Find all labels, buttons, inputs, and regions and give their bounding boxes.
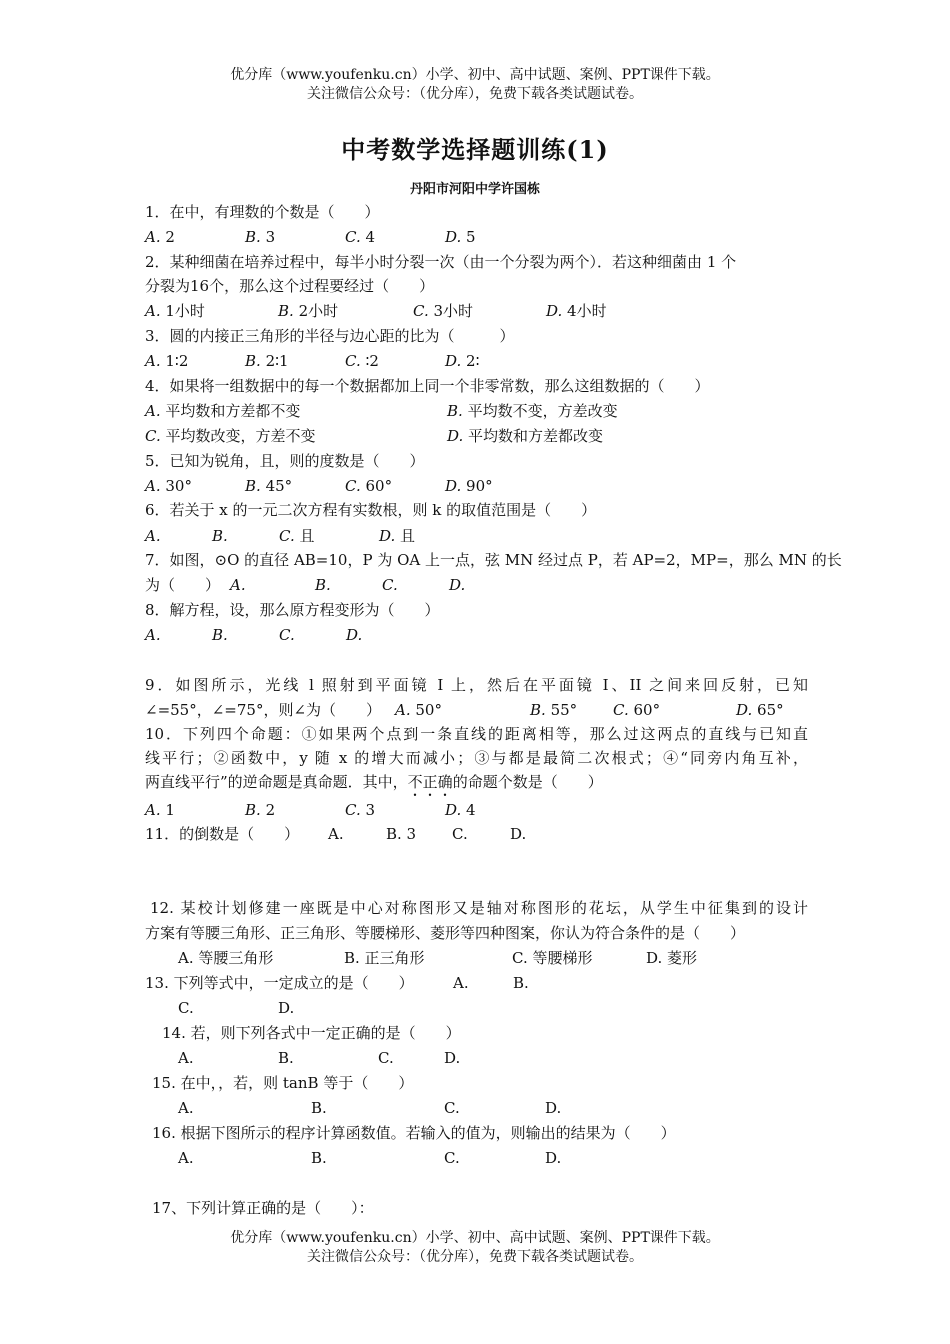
q11-option-d: D. [510, 825, 527, 843]
q12-options [178, 948, 697, 968]
q7-stem-line-1: 7．如图，⊙O 的直径 AB=10，P 为 OA 上一点，弦 MN 经过点 P，若 AP=2，MP=，那么 MN 的长 [145, 551, 842, 569]
q16-option-c: C. [444, 1149, 460, 1167]
q14-option-b: B. [278, 1049, 294, 1067]
q2-option-a: A. 1小时 [145, 302, 205, 320]
q4-options-row-2 [145, 426, 603, 446]
q16-option-a: A. [178, 1149, 194, 1167]
q5-stem: 5．已知为锐角，且，则的度数是（ ） [145, 452, 425, 470]
q1-option-b: B. 3 [245, 228, 276, 246]
q13-option-d: D. [278, 999, 295, 1017]
q10-option-a: A. 1 [145, 801, 175, 819]
q1-option-c: C. 4 [345, 228, 376, 246]
q11-option-c: C. [452, 825, 468, 843]
q15-option-c: C. [444, 1099, 460, 1117]
q2-option-c: C. 3小时 [413, 302, 474, 320]
q12-stem-line-1: 12. 某校计划修建一座既是中心对称图形又是轴对称图形的花坛，从学生中征集到的设计 [150, 899, 808, 917]
q15-option-a: A. [178, 1099, 194, 1117]
q10-stem-part-1: 两直线平行”的逆命题是真命题．其中， [145, 773, 408, 791]
q10-stem-line-1: 10．下列四个命题：①如果两个点到一条直线的距离相等，那么过这两点的直线与已知直 [145, 725, 808, 743]
q6-option-c: C. 且 [279, 527, 315, 545]
q10-option-c: C. 3 [345, 801, 376, 819]
q10-option-b: B. 2 [245, 801, 276, 819]
q3-options [145, 351, 479, 371]
q13-option-a: A. [453, 974, 469, 992]
q1-stem: 1．在中，有理数的个数是（ ） [145, 203, 380, 221]
q3-option-d: D. 2∶ [445, 352, 480, 370]
q15-option-b: B. [311, 1099, 327, 1117]
q5-option-b: B. 45° [245, 477, 293, 495]
q8-options [145, 625, 362, 645]
q10-stem-part-2: 的命题个数是（ ） [452, 773, 603, 791]
q3-stem: 3．圆的内接正三角形的半径与边心距的比为（ ） [145, 327, 515, 345]
q5-option-a: A. 30° [145, 477, 192, 495]
q2-option-b: B. 2小时 [278, 302, 339, 320]
q9-option-d: D. 65° [736, 701, 784, 719]
q4-option-c: C. 平均数改变，方差不变 [145, 427, 316, 445]
q16-stem: 16. 根据下图所示的程序计算函数值。若输入的值为，则输出的结果为（ ） [152, 1124, 676, 1142]
q6-option-b: B. [212, 527, 228, 545]
q1-option-a: A. 2 [145, 228, 175, 246]
q4-option-b: B. 平均数不变，方差改变 [447, 402, 618, 420]
q2-option-d: D. 4小时 [546, 302, 607, 320]
q14-option-c: C. [378, 1049, 394, 1067]
q4-option-a: A. 平均数和方差都不变 [145, 402, 301, 420]
q12-option-d: D. 菱形 [646, 949, 698, 967]
q9-option-c: C. 60° [613, 701, 661, 719]
q10-options [145, 800, 476, 820]
q13-options-row-2 [178, 998, 294, 1018]
q12-option-c: C. 等腰梯形 [512, 949, 593, 967]
q2-options [145, 301, 607, 321]
q15-stem: 15. 在中，，若，则 tanB 等于（ ） [152, 1074, 414, 1092]
q9-option-a: A. 50° [395, 701, 442, 719]
q11-line [145, 824, 526, 844]
q13-line [145, 973, 529, 993]
q10-emphasis-text: 不正确 [407, 773, 453, 791]
q7-option-a: A. [230, 576, 246, 594]
q13-option-c: C. [178, 999, 194, 1017]
q14-stem: 14. 若，则下列各式中一定正确的是（ ） [162, 1024, 461, 1042]
q1-option-d: D. 5 [445, 228, 476, 246]
q12-option-a: A. 等腰三角形 [178, 949, 274, 967]
q5-option-d: D. 90° [445, 477, 493, 495]
q12-option-b: B. 正三角形 [344, 949, 425, 967]
q4-stem: 4．如果将一组数据中的每一个数据都加上同一个非零常数，那么这组数据的（ ） [145, 377, 710, 395]
q9-stem-line-1: 9．如图所示，光线 l 照射到平面镜 I 上，然后在平面镜 I、II 之间来回反射，已知 [145, 676, 808, 694]
q3-option-a: A. 1∶2 [145, 352, 189, 370]
q11-stem: 11．的倒数是（ ） [145, 825, 300, 843]
q5-options [145, 476, 493, 496]
header-line-1: 优分库（www.youfenku.cn）小学、初中、高中试题、案例、PPT课件下载。 [230, 67, 720, 83]
q1-options [145, 227, 476, 247]
q2-stem-line-2: 分裂为16个，那么这个过程要经过（ ） [145, 277, 435, 295]
q6-options [145, 526, 415, 546]
q6-option-a: A. [145, 527, 161, 545]
footer-line-1: 优分库（www.youfenku.cn）小学、初中、高中试题、案例、PPT课件下载。 [230, 1230, 720, 1246]
q15-option-d: D. [545, 1099, 562, 1117]
q2-stem-line-1: 2．某种细菌在培养过程中，每半小时分裂一次（由一个分裂为两个）．若这种细菌由 1 个 [145, 253, 737, 271]
q7-option-b: B. [315, 576, 331, 594]
q10-option-d: D. 4 [445, 801, 476, 819]
q6-option-d: D. 且 [379, 527, 416, 545]
q4-option-d: D. 平均数和方差都改变 [447, 427, 604, 445]
q13-stem: 13. 下列等式中，一定成立的是（ ） [145, 974, 414, 992]
q8-stem: 8．解方程，设，那么原方程变形为（ ） [145, 601, 440, 619]
q8-option-c: C. [279, 626, 295, 644]
page-title: 中考数学选择题训练(1) [341, 135, 609, 164]
q7-option-d: D. [449, 576, 466, 594]
q16-option-b: B. [311, 1149, 327, 1167]
q13-option-b: B. [513, 974, 529, 992]
q8-option-d: D. [346, 626, 363, 644]
q8-option-b: B. [212, 626, 228, 644]
q9-stem-tail: ∠=55°，∠=75°，则∠为（ ） [145, 701, 382, 719]
q3-option-b: B. 2∶1 [245, 352, 289, 370]
q5-option-c: C. 60° [345, 477, 393, 495]
author-line: 丹阳市河阳中学许国栋 [409, 182, 540, 197]
q11-option-b: B. 3 [386, 825, 417, 843]
q9-option-b: B. 55° [530, 701, 578, 719]
q3-option-c: C. ∶2 [345, 352, 379, 370]
q15-options [178, 1098, 561, 1118]
q16-option-d: D. [545, 1149, 562, 1167]
q6-stem: 6．若关于 x 的一元二次方程有实数根，则 k 的取值范围是（ ） [145, 501, 597, 519]
header-line-2: 关注微信公众号：（优分库），免费下载各类试题试卷。 [307, 86, 643, 102]
q17-stem: 17、下列计算正确的是（ ）： [152, 1199, 374, 1217]
q14-option-d: D. [444, 1049, 461, 1067]
q14-options [178, 1048, 460, 1068]
q14-option-a: A. [178, 1049, 194, 1067]
q9-stem-line-2 [145, 700, 784, 720]
q16-options [178, 1148, 561, 1168]
q7-stem-line-2 [145, 575, 465, 595]
q10-stem-line-2: 线平行；②函数中，y 随 x 的增大而减小；③与都是最简二次根式；④“同旁内角互补， [145, 749, 808, 767]
q7-stem-tail: 为（ ） [145, 576, 221, 594]
q12-stem-line-2: 方案有等腰三角形、正三角形、等腰梯形、菱形等四种图案，你认为符合条件的是（ ） [145, 924, 746, 942]
q10-stem-line-3 [145, 772, 603, 800]
footer-line-2: 关注微信公众号：（优分库），免费下载各类试题试卷。 [307, 1249, 643, 1265]
q8-option-a: A. [145, 626, 161, 644]
q11-option-a: A. [328, 825, 344, 843]
q4-options-row-1 [145, 401, 618, 421]
q7-option-c: C. [382, 576, 398, 594]
